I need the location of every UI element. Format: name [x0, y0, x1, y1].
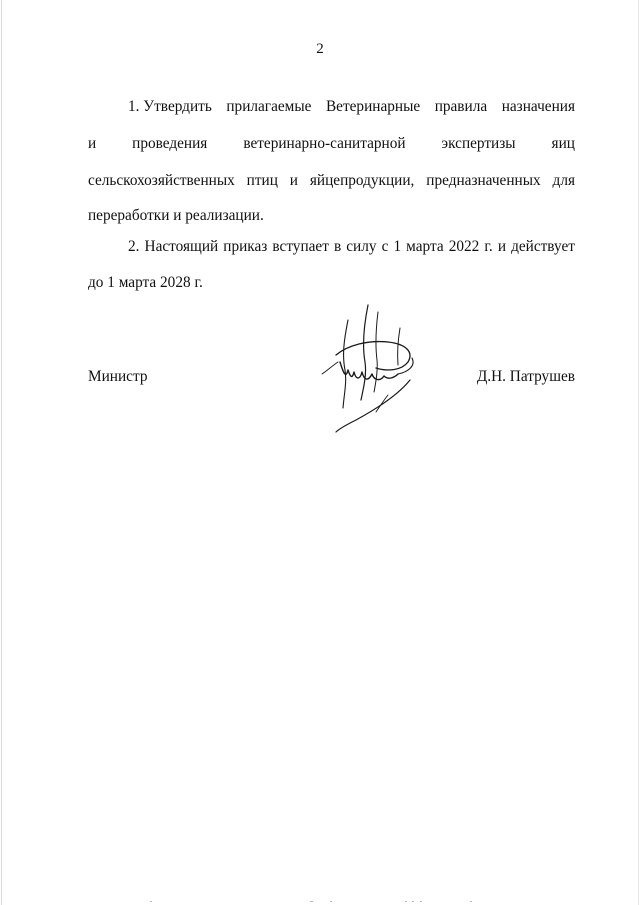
word: сельскохозяйственных — [88, 172, 235, 189]
word: для — [552, 172, 575, 189]
word: яиц — [551, 135, 575, 152]
word: с — [381, 238, 389, 255]
scan-edge-left — [1, 0, 2, 905]
page-number: 2 — [316, 41, 324, 57]
word: 1 — [393, 238, 402, 255]
signatory-title: Министр — [88, 368, 148, 385]
word: приказ — [223, 238, 268, 255]
paragraph-1-line-4: переработки и реализации. — [88, 207, 264, 224]
word: Настоящий — [144, 238, 219, 255]
paragraph-1-line-2 — [88, 135, 575, 153]
paragraph-2-line-2: до 1 марта 2028 г. — [88, 274, 203, 291]
scan-bottom-artifacts — [0, 900, 640, 903]
signatory-name: Д.Н. Патрушев — [476, 368, 575, 385]
word: и — [497, 238, 506, 255]
word: птиц — [246, 172, 278, 189]
word: назначения — [501, 98, 575, 115]
word: вступает — [272, 238, 329, 255]
paragraph-1-line-3 — [88, 172, 575, 190]
word: 2. — [128, 238, 140, 255]
word: и — [289, 172, 298, 189]
word: Ветеринарные — [325, 98, 421, 115]
word: правила — [434, 98, 488, 115]
word: 1. Утвердить — [128, 98, 212, 115]
word: в — [333, 238, 342, 255]
word: действует — [511, 238, 575, 255]
word: предназначенных — [426, 172, 541, 189]
word: прилагаемые — [226, 98, 312, 115]
word: г. — [484, 238, 493, 255]
word: ветеринарно-санитарной — [243, 135, 406, 152]
handwritten-signature — [318, 300, 428, 435]
word: экспертизы — [441, 135, 516, 152]
word: и — [88, 135, 97, 152]
word: марта — [406, 238, 444, 255]
scan-edge-right — [638, 0, 639, 905]
word: яйцепродукции, — [309, 172, 415, 189]
word: 2022 — [448, 238, 480, 255]
word: проведения — [132, 135, 208, 152]
paragraph-2-line-1 — [88, 238, 575, 256]
word: силу — [346, 238, 377, 255]
paragraph-1-line-1 — [88, 98, 575, 116]
